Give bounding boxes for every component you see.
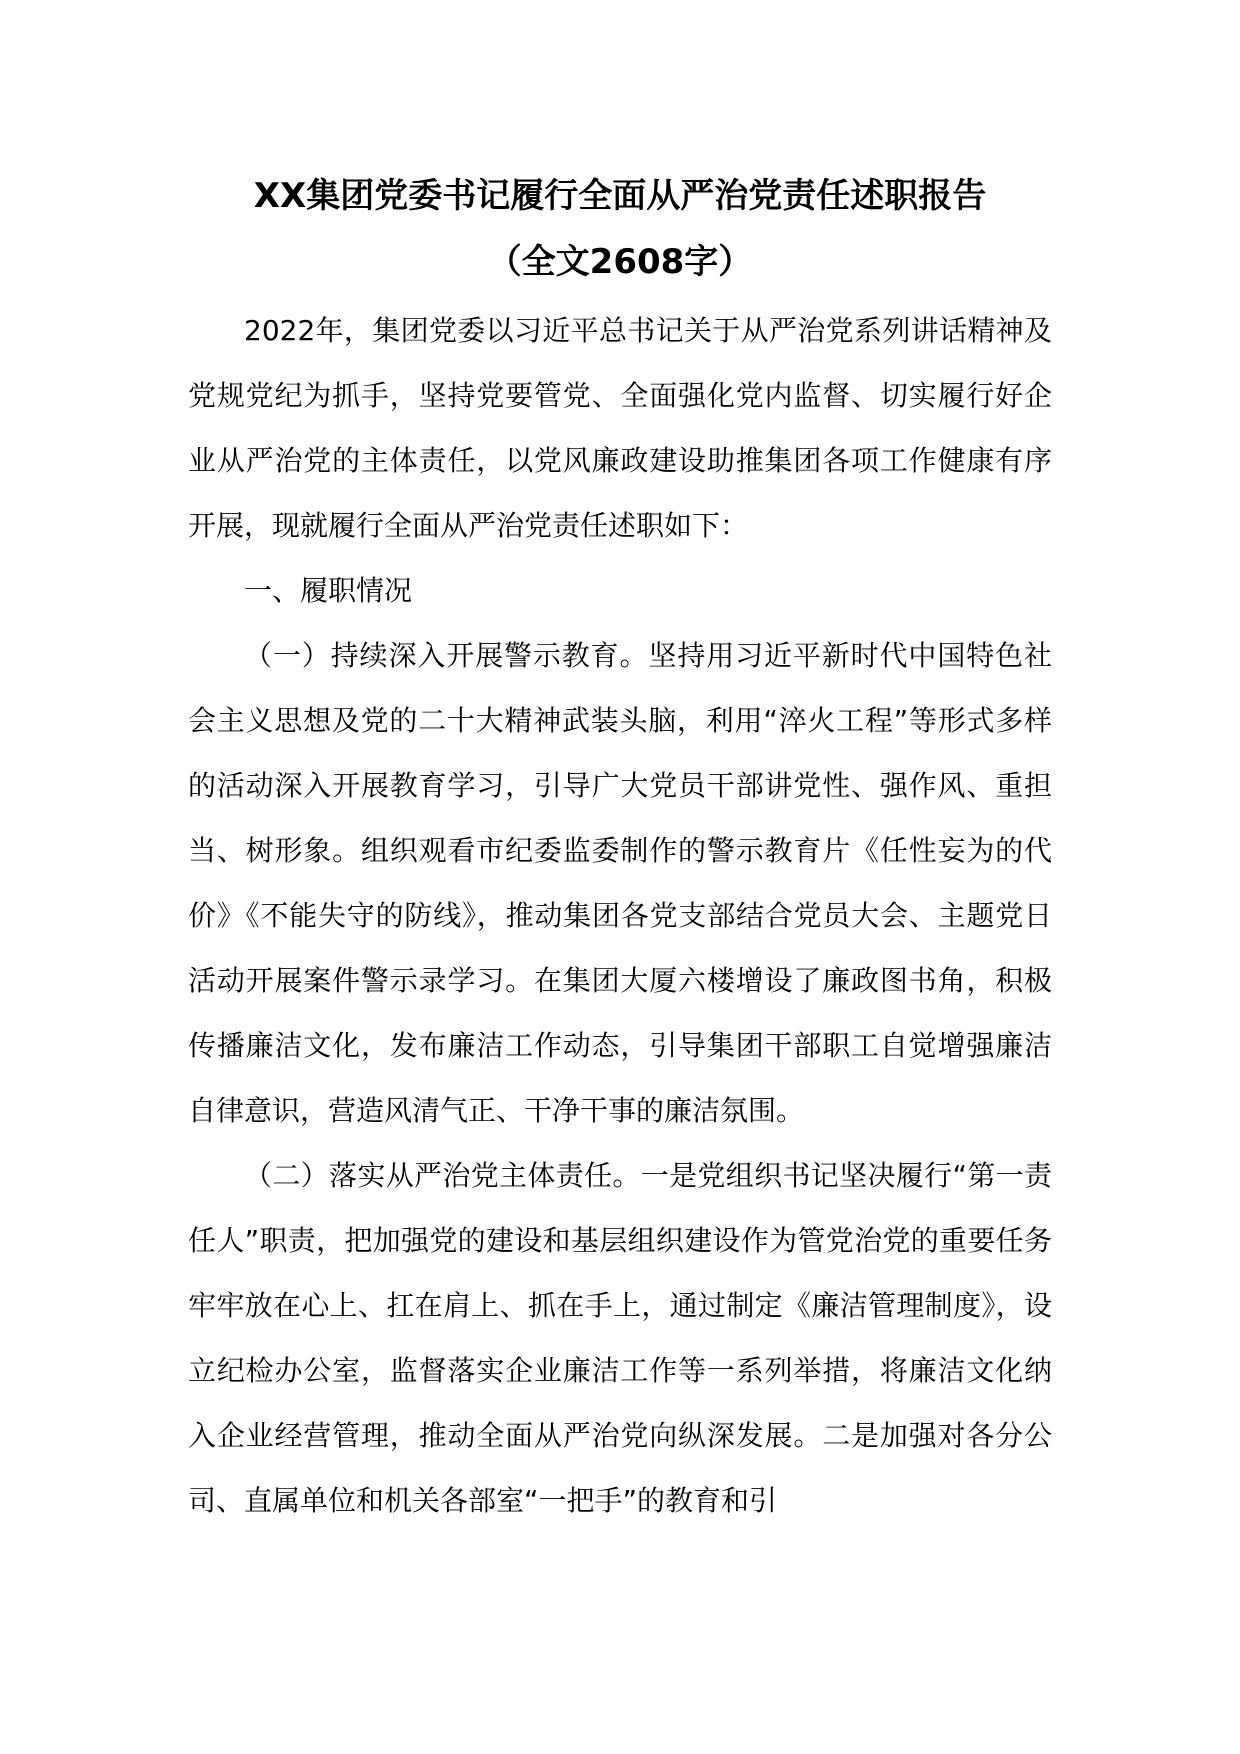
section-heading-performance: 一、履职情况 (244, 574, 413, 607)
paragraph-main-responsibility: （二）落实从严治党主体责任。一是党组织书记坚决履行“第一责任人”职责，把加强党的建设和基层组织建设作为管党治党的重要任务牢牢放在心上、扛在肩上、抓在手上，通过制定《廉洁管理制度》，设立纪检办公室，监督落实企业廉洁工作等一系列举措，将廉洁文化纳入企业经营管理，推动全面从严治党向纵深发展。二是加强对各分公司、直属单位和机关各部室“一把手”的教育和引 (188, 1159, 1052, 1517)
document-title: XX集团党委书记履行全面从严治党责任述职报告 (253, 176, 987, 216)
document-body (188, 298, 1052, 1533)
document-subtitle: （全文2608字） (487, 242, 753, 282)
paragraph-warning-education: （一）持续深入开展警示教育。坚持用习近平新时代中国特色社会主义思想及党的二十大精神武装头脑，利用“淬火工程”等形式多样的活动深入开展教育学习，引导广大党员干部讲党性、强作风、重担当、树形象。组织观看市纪委监委制作的警示教育片《任性妄为的代价》《不能失守的防线》，推动集团各党支部结合党员大会、主题党日活动开展案件警示录学习。在集团大厦六楼增设了廉政图书角，积极传播廉洁文化，发布廉洁工作动态，引导集团干部职工自觉增强廉洁自律意识，营造风清气正、干净干事的廉洁氛围。 (188, 639, 1052, 1127)
paragraph-intro: 2022年，集团党委以习近平总书记关于从严治党系列讲话精神及党规党纪为抓手，坚持党要管党、全面强化党内监督、切实履行好企业从严治党的主体责任，以党风廉政建设助推集团各项工作健康有序开展，现就履行全面从严治党责任述职如下： (188, 314, 1052, 542)
